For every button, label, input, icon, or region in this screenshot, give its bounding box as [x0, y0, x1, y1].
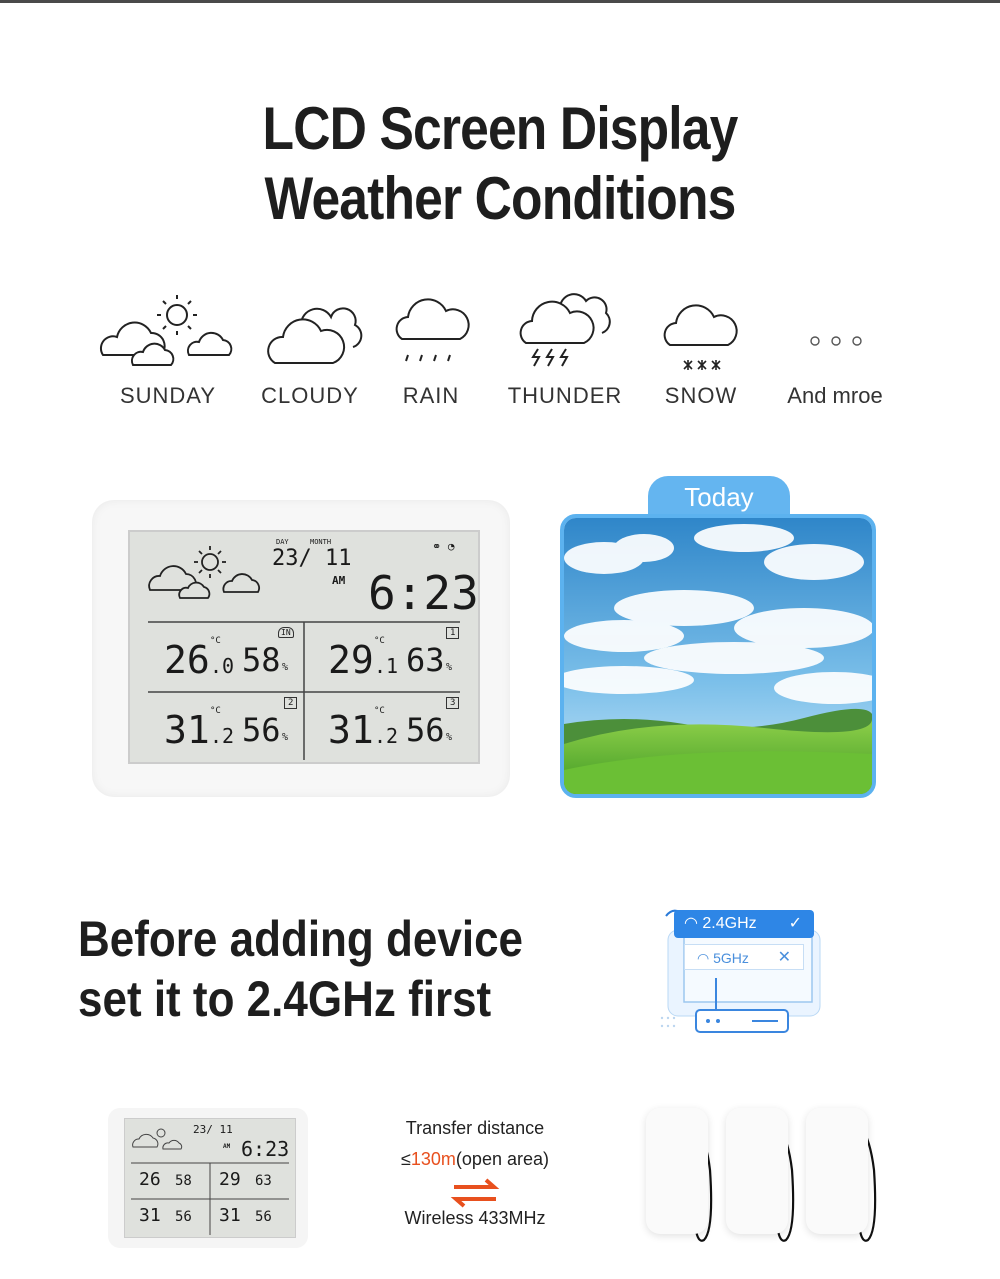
wifi-icon: ◠ [697, 950, 714, 966]
lcd-channel-badge: 3 [446, 697, 459, 709]
lcd-wifi-icon: ⚭ ◔ [432, 540, 455, 553]
small-lcd-humidity: 63 [255, 1173, 272, 1189]
checkmark-icon: ✓ [788, 915, 802, 932]
setup-heading-line-1: Before adding device [78, 911, 524, 967]
more-dots-icon [760, 285, 910, 375]
cross-icon: ✕ [777, 949, 791, 966]
small-lcd-humidity: 56 [175, 1209, 192, 1225]
small-lcd-temp: 29 [219, 1169, 241, 1190]
small-lcd-date: 23/ 11 [193, 1123, 233, 1136]
lcd-temp-unit: °C [210, 706, 221, 716]
lcd-channel-badge: 1 [446, 627, 459, 639]
lcd-temp-decimal: .2 [210, 724, 235, 748]
small-lcd-temp: 31 [219, 1205, 241, 1226]
snow-icon [626, 285, 776, 375]
lcd-date: 23/ 11 [272, 546, 352, 571]
wireless-frequency: Wireless 433MHz [404, 1208, 546, 1228]
lcd-humidity-unit: % [282, 732, 289, 743]
thunder-icon [490, 285, 640, 375]
lcd-temp: 26 [164, 638, 210, 682]
lcd-temp-unit: °C [210, 636, 221, 646]
transfer-distance-highlight: 130m [410, 1149, 456, 1169]
today-landscape-image [560, 514, 876, 798]
transfer-arrows-icon [450, 1176, 500, 1210]
lcd-month-label: MONTH [310, 538, 332, 546]
small-lcd-ampm: AM [223, 1143, 231, 1150]
weather-label: CLOUDY [261, 383, 359, 408]
wifi-option-2-4ghz[interactable] [674, 910, 814, 938]
transfer-prefix: ≤ [401, 1149, 411, 1169]
lcd-temp: 29 [328, 638, 374, 682]
weather-label: And mroe [787, 383, 883, 408]
weather-item-rain [356, 285, 506, 408]
lcd-partly-sunny-icon [146, 542, 266, 604]
transfer-distance-title: Transfer distance [405, 1118, 545, 1138]
lcd-channel-badge: IN [278, 627, 294, 638]
small-lcd-temp: 26 [139, 1169, 161, 1190]
transfer-distance-value [360, 1149, 590, 1170]
wifi-icon: ◠ [684, 915, 703, 932]
lcd-humidity: 56 [242, 711, 281, 749]
weather-item-sunday [93, 285, 243, 408]
lcd-day-label: DAY [276, 538, 289, 546]
small-lcd-humidity: 58 [175, 1173, 192, 1189]
lcd-humidity-unit: % [446, 662, 453, 673]
small-lcd-screen [124, 1118, 296, 1238]
lcd-ampm: AM [332, 574, 346, 587]
weather-item-snow [626, 285, 776, 408]
sensor-unit [806, 1108, 868, 1234]
partly-sunny-icon [93, 285, 243, 375]
wifi-option-5ghz[interactable] [684, 944, 804, 970]
top-divider [0, 0, 1000, 3]
headline-line-2: Weather Conditions [264, 165, 736, 232]
lcd-temp-decimal: .1 [374, 654, 399, 678]
lcd-humidity: 58 [242, 641, 281, 679]
lcd-temp-unit: °C [374, 706, 385, 716]
lcd-time: 6:23 [368, 566, 479, 620]
sensor-unit [726, 1108, 788, 1234]
wifi-band-label: 5GHz [713, 950, 749, 966]
weather-label: SNOW [664, 383, 738, 408]
lcd-temp-unit: °C [374, 636, 385, 646]
lcd-humidity-unit: % [446, 732, 453, 743]
weather-item-more [760, 285, 910, 408]
lcd-humidity-unit: % [282, 662, 289, 673]
small-lcd-humidity: 56 [255, 1209, 272, 1225]
small-lcd-time: 6:23 [241, 1137, 290, 1161]
lcd-humidity: 63 [406, 641, 445, 679]
lcd-channel-badge: 2 [284, 697, 297, 709]
weather-item-thunder [490, 285, 640, 408]
setup-heading-line-2: set it to 2.4GHz first [78, 971, 492, 1027]
lcd-temp: 31 [328, 708, 374, 752]
lcd-humidity: 56 [406, 711, 445, 749]
headline-line-1: LCD Screen Display [262, 95, 738, 162]
lcd-temp-decimal: .2 [374, 724, 399, 748]
small-lcd-device [108, 1108, 308, 1248]
lcd-device [92, 500, 510, 797]
lcd-temp-decimal: .0 [210, 654, 235, 678]
today-tab: Today [648, 476, 790, 518]
weather-label: THUNDER [507, 383, 623, 408]
lcd-screen [128, 530, 480, 764]
rain-icon [356, 285, 506, 375]
small-lcd-temp: 31 [139, 1205, 161, 1226]
weather-label: RAIN [402, 383, 460, 408]
transfer-suffix: (open area) [455, 1149, 549, 1169]
lcd-temp: 31 [164, 708, 210, 752]
wifi-band-label: 2.4GHz [702, 915, 757, 932]
weather-label: SUNDAY [119, 383, 217, 408]
wifi-router-illustration [656, 896, 832, 1044]
sensor-unit [646, 1108, 708, 1234]
